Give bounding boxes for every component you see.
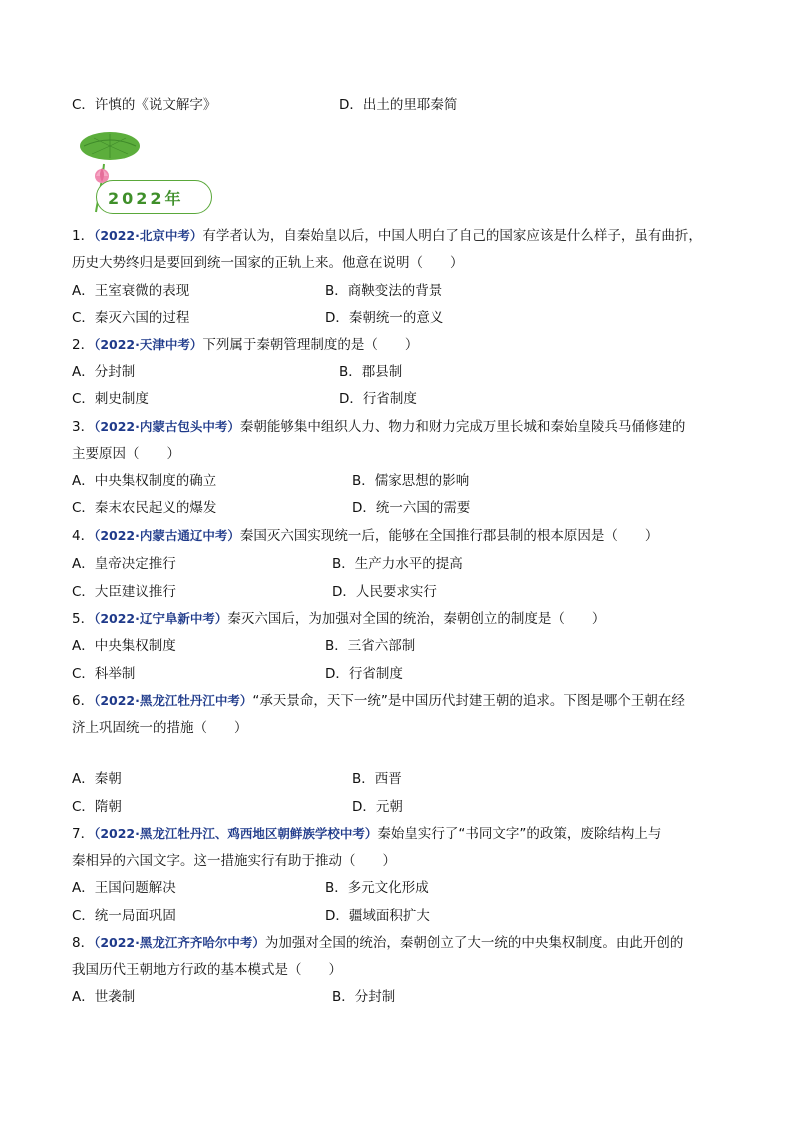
question-6-option-b[interactable]: B．西晋 [352, 771, 402, 787]
question-1-option-d[interactable]: D．秦朝统一的意义 [325, 310, 444, 326]
question-1-stem-line2: 历史大势终归是要回到统一国家的正轨上来。他意在说明（ ） [72, 255, 464, 271]
question-8-source: （2022·黑龙江齐齐哈尔中考） [94, 935, 265, 950]
question-5-option-a[interactable]: A．中央集权制度 [72, 638, 176, 654]
question-1-option-a[interactable]: A．王室衰微的表现 [72, 283, 190, 299]
question-6-option-a[interactable]: A．秦朝 [72, 771, 122, 787]
year-badge-label: 2022年 [108, 189, 184, 208]
question-5-option-b[interactable]: B．三省六部制 [325, 638, 416, 654]
question-3-source: （2022·内蒙古包头中考） [94, 419, 240, 434]
question-7-option-a[interactable]: A．王国问题解决 [72, 880, 176, 896]
question-3-stem-line2: 主要原因（ ） [72, 446, 180, 462]
question-6-option-d[interactable]: D．元朝 [352, 799, 403, 815]
question-4-option-b[interactable]: B．生产力水平的提高 [332, 556, 463, 572]
question-5-option-d[interactable]: D．行省制度 [325, 666, 403, 682]
question-3-option-d[interactable]: D．统一六国的需要 [352, 500, 471, 516]
question-1-option-c[interactable]: C．秦灭六国的过程 [72, 310, 190, 326]
prev-option-c: C．许慎的《说文解字》 [72, 97, 217, 113]
question-1-option-b[interactable]: B．商鞅变法的背景 [325, 283, 443, 299]
question-4-option-d[interactable]: D．人民要求实行 [332, 584, 437, 600]
question-3-option-a[interactable]: A．中央集权制度的确立 [72, 473, 217, 489]
question-8-stem: 8．（2022·黑龙江齐齐哈尔中考）为加强对全国的统治，秦朝创立了大一统的中央集权制度。由此开创的 [72, 935, 684, 951]
question-3-stem: 3．（2022·内蒙古包头中考）秦朝能够集中组织人力、物力和财力完成万里长城和秦始皇陵兵马俑修建的 [72, 419, 686, 435]
question-4-source: （2022·内蒙古通辽中考） [94, 528, 240, 543]
question-1-stem: 1．（2022·北京中考）有学者认为，自秦始皇以后，中国人明白了自己的国家应该是什么样子，虽有曲折， [72, 228, 702, 244]
question-2-source: （2022·天津中考） [94, 337, 203, 352]
question-3-option-c[interactable]: C．秦末农民起义的爆发 [72, 500, 217, 516]
question-7-stem-line2: 秦相异的六国文字。这一措施实行有助于推动（ ） [72, 853, 396, 869]
question-4-option-a[interactable]: A．皇帝决定推行 [72, 556, 176, 572]
question-6-stem-line2: 济上巩固统一的措施（ ） [72, 720, 248, 736]
question-2-option-a[interactable]: A．分封制 [72, 364, 136, 380]
question-2-option-d[interactable]: D．行省制度 [339, 391, 417, 407]
question-5-option-c[interactable]: C．科举制 [72, 666, 136, 682]
question-7-source: （2022·黑龙江牡丹江、鸡西地区朝鲜族学校中考） [94, 826, 378, 841]
question-2-stem: 2．（2022·天津中考）下列属于秦朝管理制度的是（ ） [72, 337, 419, 353]
question-1-source: （2022·北京中考） [94, 228, 203, 243]
question-5-stem: 5．（2022·辽宁阜新中考）秦灭六国后，为加强对全国的统治，秦朝创立的制度是（ ） [72, 611, 606, 627]
prev-option-d: D．出土的里耶秦简 [339, 97, 458, 113]
question-8-option-b[interactable]: B．分封制 [332, 989, 396, 1005]
question-7-option-c[interactable]: C．统一局面巩固 [72, 908, 176, 924]
question-4-option-c[interactable]: C．大臣建议推行 [72, 584, 176, 600]
question-8-stem-line2: 我国历代王朝地方行政的基本模式是（ ） [72, 962, 342, 978]
question-5-source: （2022·辽宁阜新中考） [94, 611, 228, 626]
question-7-option-b[interactable]: B．多元文化形成 [325, 880, 429, 896]
question-4-stem: 4．（2022·内蒙古通辽中考）秦国灭六国实现统一后，能够在全国推行郡县制的根本原因是（ ） [72, 528, 659, 544]
question-6-stem: 6．（2022·黑龙江牡丹江中考）“承天景命，天下一统”是中国历代封建王朝的追求。下图是哪个王朝在经 [72, 693, 685, 709]
question-7-option-d[interactable]: D．疆域面积扩大 [325, 908, 430, 924]
question-3-option-b[interactable]: B．儒家思想的影响 [352, 473, 470, 489]
question-2-option-c[interactable]: C．刺史制度 [72, 391, 149, 407]
question-8-option-a[interactable]: A．世袭制 [72, 989, 136, 1005]
question-7-stem: 7．（2022·黑龙江牡丹江、鸡西地区朝鲜族学校中考）秦始皇实行了“书同文字”的政策，废除结构上与 [72, 826, 662, 842]
question-2-option-b[interactable]: B．郡县制 [339, 364, 403, 380]
question-6-option-c[interactable]: C．隋朝 [72, 799, 122, 815]
question-6-source: （2022·黑龙江牡丹江中考） [94, 693, 253, 708]
